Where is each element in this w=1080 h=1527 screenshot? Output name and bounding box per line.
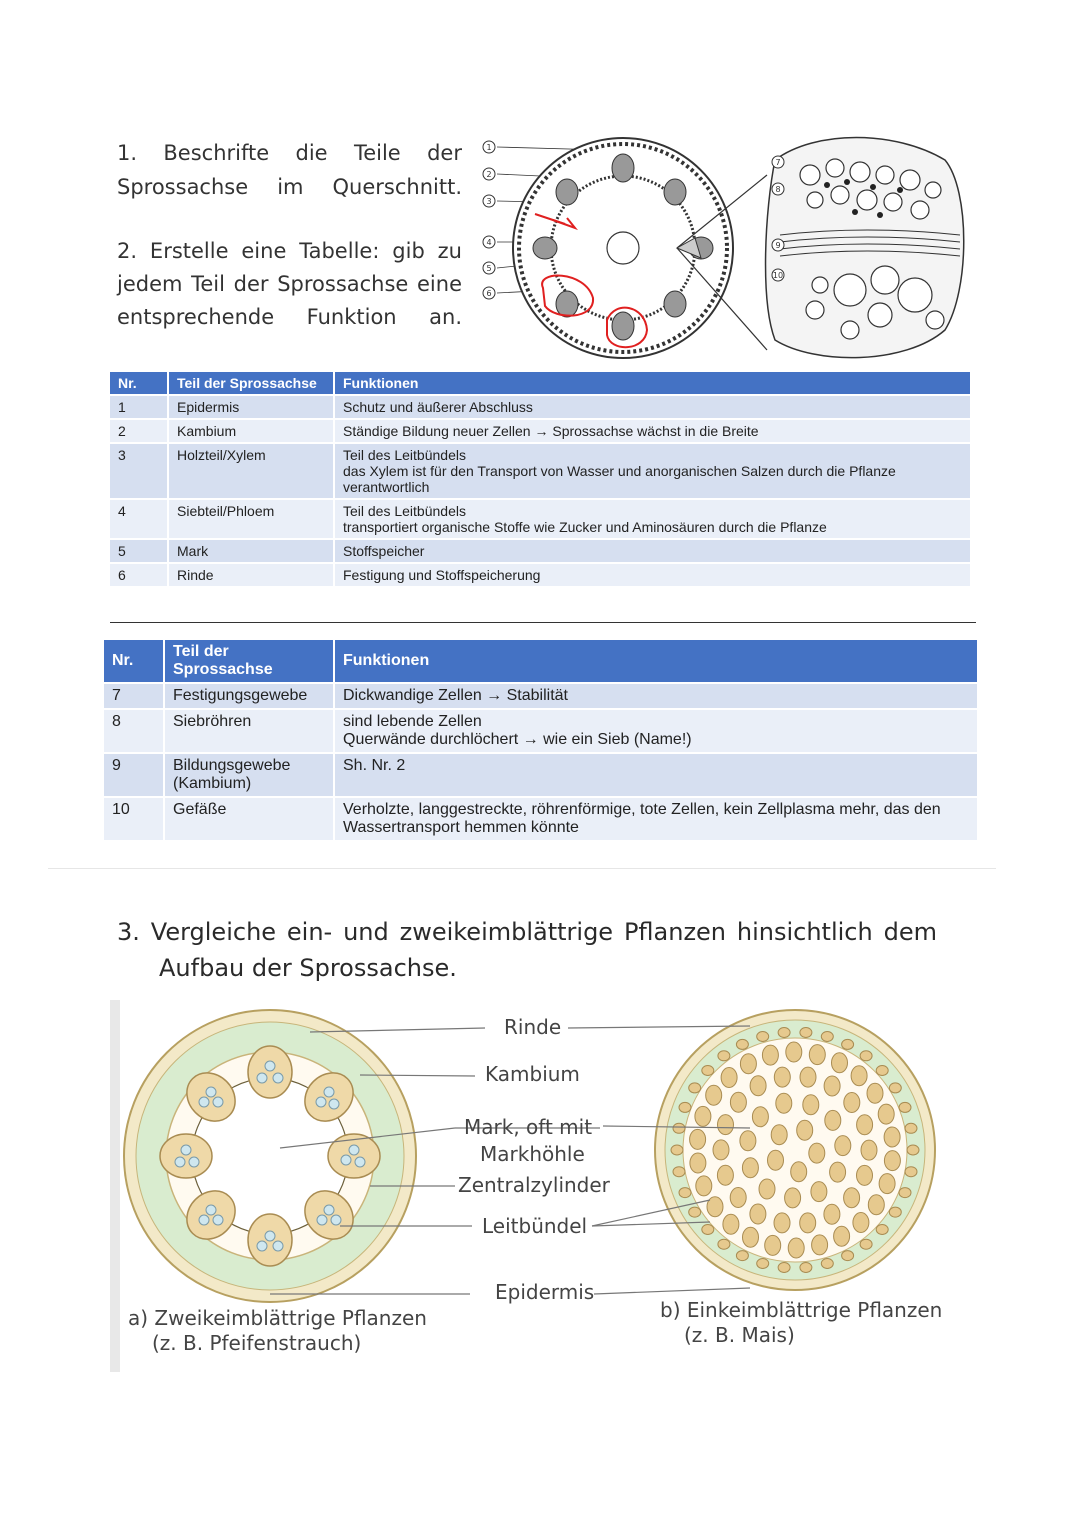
- function-table-1: [110, 372, 972, 586]
- monocot-vascular-bundle: [830, 1162, 846, 1182]
- cell-funktion: Stoffspeicher: [334, 539, 971, 563]
- task-1-word: Teile: [353, 141, 401, 165]
- monocot-vascular-bundle: [857, 1165, 873, 1185]
- task-3-word: 3.: [117, 918, 140, 946]
- cell-funktion: Teil des Leitbündels transportiert organische Stoffe wie Zucker und Aminosäuren durch die Pflanze: [334, 499, 971, 539]
- table-header-row: [110, 372, 971, 395]
- marker-10: 10: [772, 271, 784, 280]
- cell-teil: Kambium: [168, 419, 334, 443]
- cell-funktion: Teil des Leitbündels das Xylem ist für den Transport von Wasser und anorganischen Salzen durch die Pflanze verantwortlich: [334, 443, 971, 499]
- marker-4: 4: [486, 238, 492, 247]
- cell-funktion: Festigung und Stoffspeicherung: [334, 563, 971, 586]
- cell-nr: 1: [110, 395, 168, 419]
- monocot-vascular-bundle: [861, 1140, 877, 1160]
- monocot-vascular-bundle: [788, 1238, 804, 1258]
- task-3-word: ein-: [286, 918, 333, 946]
- cell-teil: Bildungsgewebe (Kambium): [164, 753, 334, 797]
- cell-funktion: sind lebende Zellen Querwände durchlöchert → wie ein Sieb (Name!): [334, 709, 978, 753]
- monocot-vascular-bundle: [800, 1263, 812, 1273]
- table-header-row: [104, 640, 978, 683]
- monocot-vascular-bundle: [752, 1107, 768, 1127]
- task-2-line: jedem Teil der Sprossachse eine: [117, 272, 462, 296]
- cell-funktion: Sh. Nr. 2: [334, 753, 978, 797]
- table-row: [104, 683, 978, 709]
- monocot-vascular-bundle: [851, 1066, 867, 1086]
- monocot-vascular-bundle: [785, 1188, 801, 1208]
- dicot-stem: [124, 1010, 416, 1302]
- cell-teil: Siebteil/Phloem: [168, 499, 334, 539]
- monocot-vascular-bundle: [750, 1076, 766, 1096]
- monocot-vascular-bundle: [786, 1042, 802, 1062]
- task-2-text: [117, 235, 462, 334]
- monocot-vascular-bundle: [821, 1259, 833, 1269]
- marker-9: 9: [775, 241, 781, 250]
- label-mark: Mark, oft mit: [464, 1115, 593, 1139]
- monocot-vascular-bundle: [824, 1204, 840, 1224]
- monocot-vascular-bundle: [778, 1263, 790, 1273]
- monocot-vascular-bundle: [723, 1214, 739, 1234]
- monocot-vascular-bundle: [825, 1110, 841, 1130]
- section-divider: [48, 868, 996, 869]
- monocot-vascular-bundle: [730, 1188, 746, 1208]
- monocot-vascular-bundle: [740, 1131, 756, 1151]
- monocot-vascular-bundle: [718, 1115, 734, 1135]
- monocot-vascular-bundle: [774, 1213, 790, 1233]
- monocot-vascular-bundle: [713, 1140, 729, 1160]
- task-1-text: [117, 136, 462, 204]
- monocot-vascular-bundle: [721, 1068, 737, 1088]
- cell-teil: Epidermis: [168, 395, 334, 419]
- label-rinde: Rinde: [504, 1015, 562, 1039]
- caption-dicot: a) Zweikeimblättrige Pflanzen (z. B. Pfeifenstrauch): [128, 1306, 427, 1355]
- table-row: [110, 419, 971, 443]
- cell-teil: Rinde: [168, 563, 334, 586]
- function-table-2: [104, 640, 979, 840]
- monocot-vascular-bundle: [757, 1259, 769, 1269]
- monocot-vascular-bundle: [834, 1226, 850, 1246]
- cell-teil: Mark: [168, 539, 334, 563]
- monocot-vascular-bundle: [673, 1123, 685, 1133]
- monocot-vascular-bundle: [702, 1225, 714, 1235]
- monocot-stem: [655, 1010, 935, 1290]
- task-2-line: entsprechende Funktion an.: [117, 305, 462, 329]
- cell-nr: 3: [110, 443, 168, 499]
- task-1-word: im: [277, 175, 304, 199]
- header-teil: Teil der Sprossachse: [168, 372, 334, 395]
- monocot-vascular-bundle: [673, 1167, 685, 1177]
- marker-1: 1: [486, 143, 492, 152]
- monocot-vascular-bundle: [889, 1083, 901, 1093]
- cell-nr: 7: [104, 683, 164, 709]
- monocot-vascular-bundle: [689, 1083, 701, 1093]
- cell-teil: Siebröhren: [164, 709, 334, 753]
- monocot-vascular-bundle: [690, 1153, 706, 1173]
- divider: [110, 622, 976, 623]
- monocot-vascular-bundle: [824, 1076, 840, 1096]
- monocot-vascular-bundle: [905, 1123, 917, 1133]
- task-1-word: Sprossachse: [117, 175, 249, 199]
- label-markhoehle: Markhöhle: [480, 1142, 585, 1166]
- task-1-word: 1.: [117, 141, 138, 165]
- monocot-vascular-bundle: [907, 1145, 919, 1155]
- monocot-vascular-bundle: [679, 1188, 691, 1198]
- task-3-word: zweikeimblättrige: [399, 918, 614, 946]
- monocot-vascular-bundle: [860, 1051, 872, 1061]
- monocot-vascular-bundle: [762, 1045, 778, 1065]
- table-row: [104, 797, 978, 840]
- monocot-vascular-bundle: [860, 1239, 872, 1249]
- monocot-vascular-bundle: [736, 1039, 748, 1049]
- header-nr: Nr.: [104, 640, 164, 683]
- table-row: [110, 395, 971, 419]
- monocot-vascular-bundle: [750, 1204, 766, 1224]
- monocot-vascular-bundle: [774, 1067, 790, 1087]
- monocot-vascular-bundle: [759, 1179, 775, 1199]
- monocot-vascular-bundle: [868, 1195, 884, 1215]
- monocot-vascular-bundle: [876, 1066, 888, 1076]
- monocot-vascular-bundle: [899, 1102, 911, 1112]
- task-1-word: die: [295, 141, 328, 165]
- monocot-vascular-bundle: [811, 1182, 827, 1202]
- table-row: [104, 753, 978, 797]
- cell-nr: 6: [110, 563, 168, 586]
- monocot-vascular-bundle: [757, 1032, 769, 1042]
- marker-5: 5: [486, 264, 492, 273]
- monocot-vascular-bundle: [671, 1145, 683, 1155]
- monocot-vascular-bundle: [844, 1188, 860, 1208]
- magnified-tissue-detail: [766, 138, 964, 358]
- monocot-vascular-bundle: [730, 1092, 746, 1112]
- monocot-vascular-bundle: [842, 1039, 854, 1049]
- monocot-vascular-bundle: [740, 1054, 756, 1074]
- monocot-vascular-bundle: [768, 1150, 784, 1170]
- cell-funktion: Ständige Bildung neuer Zellen → Sprossachse wächst in die Breite: [334, 419, 971, 443]
- table-row: [110, 563, 971, 586]
- task-3-line-2: Aufbau der Sprossachse.: [159, 954, 457, 982]
- task-2-line: 2. Erstelle eine Tabelle: gib zu: [117, 239, 462, 263]
- monocot-vascular-bundle: [797, 1120, 813, 1140]
- table-row: [110, 499, 971, 539]
- monocot-vascular-bundle: [689, 1207, 701, 1217]
- monocot-vascular-bundle: [857, 1115, 873, 1135]
- marker-7: 7: [775, 158, 781, 167]
- marker-8: 8: [775, 185, 781, 194]
- table-row: [104, 709, 978, 753]
- monocot-vascular-bundle: [878, 1104, 894, 1124]
- monocot-vascular-bundle: [771, 1125, 787, 1145]
- monocot-vascular-bundle: [742, 1158, 758, 1178]
- header-teil: Teil der Sprossachse: [164, 640, 334, 683]
- task-1-word: Beschrifte: [163, 141, 270, 165]
- monocot-vascular-bundle: [706, 1085, 722, 1105]
- monocot-vascular-bundle: [832, 1053, 848, 1073]
- monocot-vascular-bundle: [791, 1162, 807, 1182]
- cell-nr: 8: [104, 709, 164, 753]
- monocot-vascular-bundle: [695, 1106, 711, 1126]
- monocot-vascular-bundle: [690, 1129, 706, 1149]
- monocot-vascular-bundle: [778, 1028, 790, 1038]
- marker-6: 6: [486, 289, 492, 298]
- monocot-vascular-bundle: [800, 1067, 816, 1087]
- monocot-vascular-bundle: [899, 1188, 911, 1198]
- cell-nr: 4: [110, 499, 168, 539]
- stem-cross-section-diagram: [475, 130, 975, 365]
- label-leitbuendel: Leitbündel: [482, 1214, 588, 1238]
- cell-nr: 10: [104, 797, 164, 840]
- monocot-vascular-bundle: [736, 1251, 748, 1261]
- monocot-vascular-bundle: [853, 1213, 869, 1233]
- monocot-vascular-bundle: [835, 1136, 851, 1156]
- monocot-vascular-bundle: [679, 1102, 691, 1112]
- cell-funktion: Schutz und äußerer Abschluss: [334, 395, 971, 419]
- task-3-word: dem: [883, 918, 937, 946]
- caption-monocot: b) Einkeimblättrige Pflanzen (z. B. Mais): [660, 1298, 943, 1347]
- monocot-vascular-bundle: [800, 1028, 812, 1038]
- task-3-word: hinsichtlich: [736, 918, 873, 946]
- monocot-vascular-bundle: [844, 1093, 860, 1113]
- monocot-vascular-bundle: [776, 1093, 792, 1113]
- marker-2: 2: [486, 170, 492, 179]
- monocot-vascular-bundle: [867, 1083, 883, 1103]
- header-nr: Nr.: [110, 372, 168, 395]
- task-3-word: Pflanzen: [623, 918, 727, 946]
- monocot-vascular-bundle: [718, 1239, 730, 1249]
- marker-3: 3: [486, 197, 492, 206]
- task-1-word: der: [427, 141, 462, 165]
- table-row: [110, 443, 971, 499]
- cell-teil: Gefäße: [164, 797, 334, 840]
- monocot-vascular-bundle: [884, 1151, 900, 1171]
- monocot-vascular-bundle: [842, 1251, 854, 1261]
- monocot-vascular-bundle: [884, 1127, 900, 1147]
- monocot-vascular-bundle: [809, 1045, 825, 1065]
- monocot-vascular-bundle: [717, 1165, 733, 1185]
- task-1-word: Querschnitt.: [332, 175, 462, 199]
- cell-nr: 5: [110, 539, 168, 563]
- monocot-vascular-bundle: [905, 1167, 917, 1177]
- monocot-vascular-bundle: [889, 1207, 901, 1217]
- task-3-text: [117, 914, 937, 986]
- monocot-vascular-bundle: [876, 1225, 888, 1235]
- monocot-vascular-bundle: [702, 1066, 714, 1076]
- label-epidermis: Epidermis: [495, 1280, 595, 1304]
- label-zentralzylinder: Zentralzylinder: [458, 1173, 610, 1197]
- cell-nr: 9: [104, 753, 164, 797]
- monocot-vascular-bundle: [879, 1174, 895, 1194]
- monocot-vascular-bundle: [743, 1227, 759, 1247]
- label-kambium: Kambium: [485, 1062, 580, 1086]
- task-3-word: und: [343, 918, 389, 946]
- monocot-vascular-bundle: [809, 1143, 825, 1163]
- table-row: [110, 539, 971, 563]
- header-funktionen: Funktionen: [334, 372, 971, 395]
- monocot-vascular-bundle: [800, 1213, 816, 1233]
- cell-funktion: Dickwandige Zellen → Stabilität: [334, 683, 978, 709]
- cell-teil: Festigungsgewebe: [164, 683, 334, 709]
- monocot-vascular-bundle: [765, 1235, 781, 1255]
- cell-funktion: Verholzte, langgestreckte, röhrenförmige, tote Zellen, kein Zellplasma mehr, das den Wassertransport hemmen könnte: [334, 797, 978, 840]
- header-funktionen: Funktionen: [334, 640, 978, 683]
- monocot-vascular-bundle: [718, 1051, 730, 1061]
- cell-teil: Holzteil/Xylem: [168, 443, 334, 499]
- cell-nr: 2: [110, 419, 168, 443]
- monocot-vascular-bundle: [821, 1032, 833, 1042]
- monocot-vascular-bundle: [812, 1235, 828, 1255]
- monocot-vascular-bundle: [696, 1176, 712, 1196]
- task-3-word: Vergleiche: [150, 918, 277, 946]
- monocot-vascular-bundle: [803, 1095, 819, 1115]
